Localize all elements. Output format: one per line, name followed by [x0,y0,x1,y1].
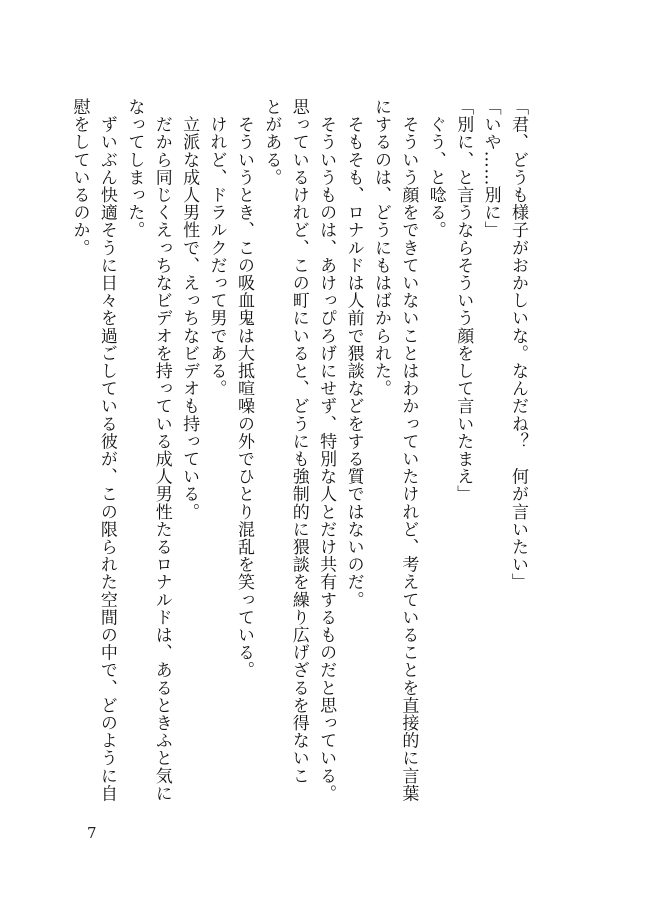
text-line-9: 思っているけれど、この町にいると、どうにも強制的に猥談を繰り広げざるを得ないこ [288,98,309,785]
text-line-16: ずいぶん快適そうに日々を過ごしている彼が、この限られた空間の中で、どのように自 [96,98,117,802]
text-line-10: とがある。 [261,98,282,186]
text-line-11: そういうとき、この吸血鬼は大抵喧噪の外でひとり混乱を笑っている。 [233,98,254,679]
text-line-13: 立派な成人男性で、えっちなビデオも持っている。 [179,98,200,521]
text-line-7: そもそも、ロナルドは人前で猥談などをする質ではないのだ。 [343,98,364,609]
text-line-6: にするのは、どうにもはばかられた。 [370,98,391,398]
text-line-5: そういう顔をできていないことはわかっていたけれど、考えていることを直接的に言葉 [398,98,419,802]
text-line-8: そういうものは、あけっぴろげにせず、特別な人とだけ共有するものだと思っている。 [316,98,337,802]
text-line-14: だから同じくえっちなビデオを持っている成人男性たるロナルドは、あるときふと気に [151,98,172,802]
text-line-3: 「別に、と言うならそういう顔をして言いたまえ」 [453,98,474,503]
text-line-17: 慰をしているのか。 [69,98,90,257]
page-number: 7 [87,824,97,842]
vertical-text-body [65,98,531,802]
text-line-1: 「君、どうも様子がおかしいな。なんだね？ 何が言いたい」 [508,98,528,591]
text-line-2: 「いや……別に」 [480,98,501,239]
text-line-15: なってしまった。 [124,98,145,239]
text-line-4: ぐう、と唸る。 [425,98,446,239]
text-line-12: けれど、ドラルクだって男である。 [206,98,227,398]
